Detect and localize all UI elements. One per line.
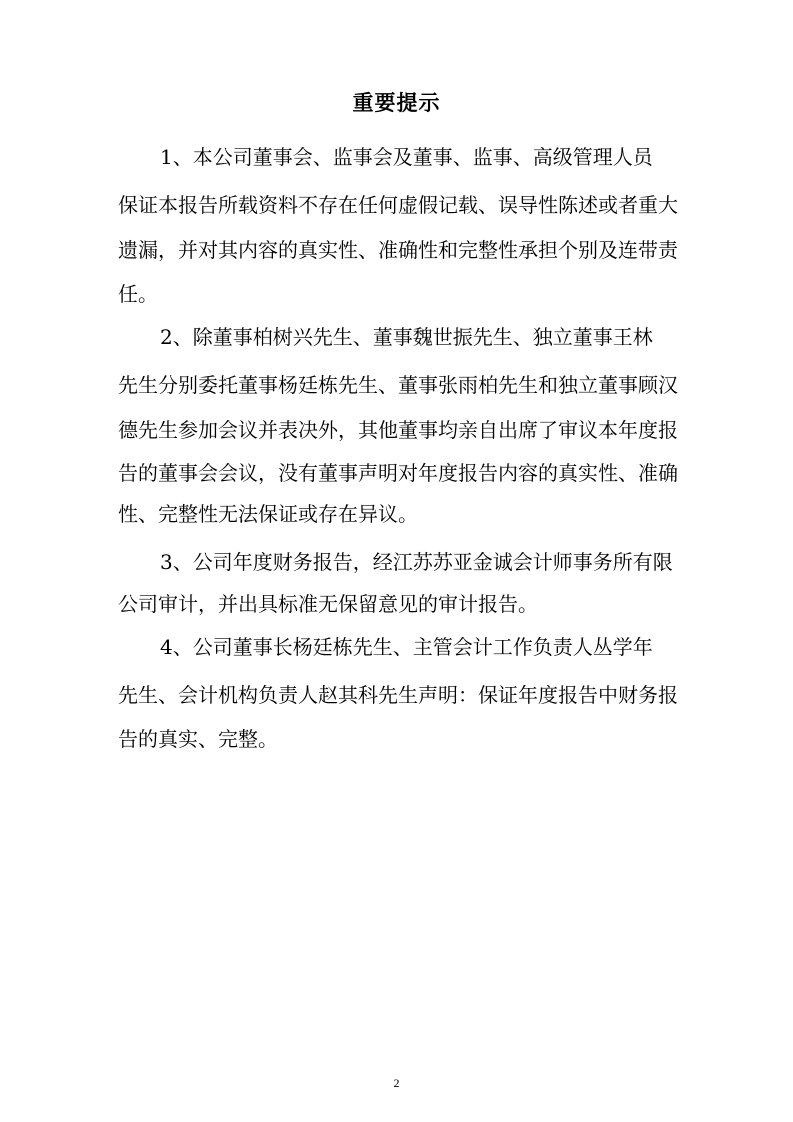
paragraph-1-line-2: 保证本报告所载资料不存在任何虚假记载、误导性陈述或者重大 [118, 193, 678, 217]
page-title: 重要提示 [352, 90, 441, 115]
paragraph-1-line-1: 1、本公司董事会、监事会及董事、监事、高级管理人员 [160, 145, 653, 169]
paragraph-3-line-1: 3、公司年度财务报告，经江苏苏亚金诚会计师事务所有限 [160, 550, 673, 574]
page-number: 2 [393, 1076, 400, 1090]
paragraph-4-line-1: 4、公司董事长杨廷栋先生、主管会计工作负责人丛学年 [160, 635, 653, 659]
paragraph-1-line-4: 任。 [118, 282, 158, 306]
paragraph-2-line-3: 德先生参加会议并表决外，其他董事均亲自出席了审议本年度报 [118, 418, 678, 442]
paragraph-4-line-2: 先生、会计机构负责人赵其科先生声明：保证年度报告中财务报 [118, 683, 678, 707]
paragraph-2-line-4: 告的董事会会议，没有董事声明对年度报告内容的真实性、准确 [118, 461, 678, 485]
paragraph-2-line-5: 性、完整性无法保证或存在异议。 [118, 502, 418, 526]
paragraph-2-line-2: 先生分别委托董事杨廷栋先生、董事张雨柏先生和独立董事顾汉 [118, 373, 678, 397]
paragraph-3-line-2: 公司审计，并出具标准无保留意见的审计报告。 [118, 592, 538, 616]
paragraph-2-line-1: 2、除董事柏树兴先生、董事魏世振先生、独立董事王林 [160, 325, 653, 349]
paragraph-4-line-3: 告的真实、完整。 [118, 727, 278, 751]
paragraph-1-line-3: 遗漏，并对其内容的真实性、准确性和完整性承担个别及连带责 [118, 238, 678, 262]
